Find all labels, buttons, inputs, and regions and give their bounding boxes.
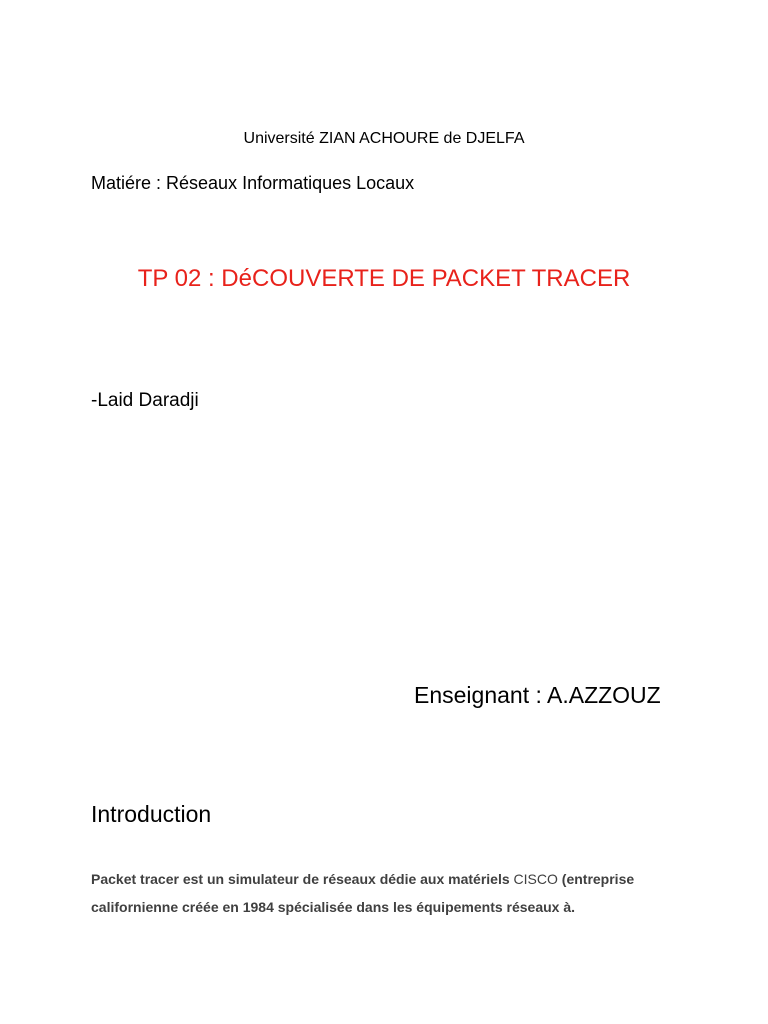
intro-text-after: (entreprise californienne créée en 1984 spécialisée dans les équipements réseaux à. (91, 871, 635, 915)
introduction-paragraph (91, 865, 711, 921)
subject-line: Matiére : Réseaux Informatiques Locaux (91, 173, 415, 193)
teacher-name: Enseignant : A.AZZOUZ (414, 682, 661, 708)
introduction-heading: Introduction (91, 801, 212, 827)
university-name: Université ZIAN ACHOURE de DJELFA (243, 130, 525, 147)
student-name: -Laid Daradji (91, 390, 199, 411)
document-title: TP 02 : DéCOUVERTE DE PACKET TRACER (137, 265, 631, 292)
intro-text-before: Packet tracer est un simulateur de réseaux dédie aux matériels (91, 871, 514, 887)
cisco-highlight: CISCO (513, 871, 558, 887)
